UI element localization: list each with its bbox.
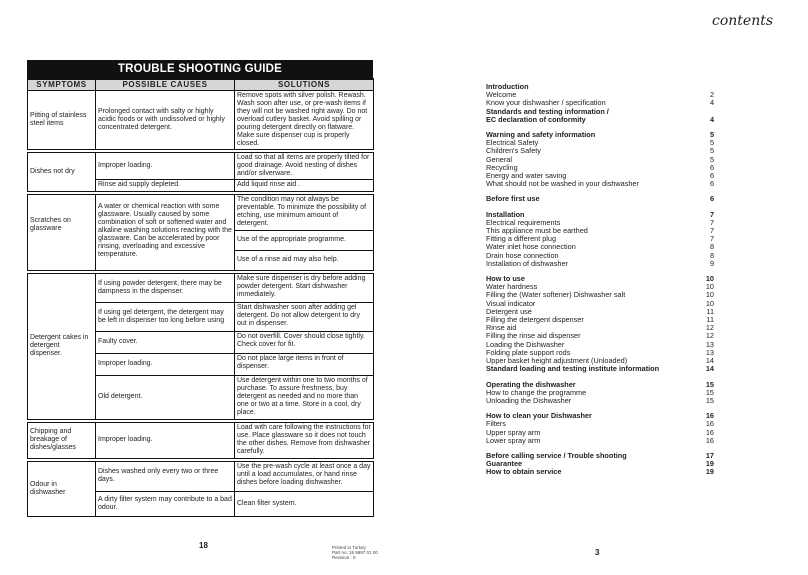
toc-entry-page: 14 [705, 356, 714, 366]
column-header-causes: POSSIBLE CAUSES [96, 79, 235, 90]
cause-cell: A dirty filter system may contribute to a bad odour. [96, 491, 235, 516]
toc-entry-label: Guarantee [486, 459, 523, 469]
contents-heading: contents [712, 13, 774, 29]
cause-cell: Improper loading. [96, 353, 235, 375]
toc-entry-label: Upper basket height adjustment (Unloaded) [486, 356, 628, 366]
toc-entry-label: Before calling service / Trouble shooting [486, 450, 627, 460]
toc-entry[interactable] [486, 316, 714, 324]
toc-entry-label: Visual indicator [486, 298, 536, 308]
toc-entry-page: 15 [705, 395, 714, 405]
toc-entry-page: 7 [709, 226, 714, 236]
toc-entry[interactable] [486, 437, 714, 445]
toc-entry[interactable] [486, 195, 714, 203]
toc-entry-page: 5 [709, 130, 714, 140]
toc-entry-label: Welcome [486, 90, 517, 100]
toc-entry-label: Water hardness [486, 282, 538, 292]
symptom-cell: Dishes not dry [28, 152, 96, 191]
right-page-number: 3 [595, 548, 600, 557]
toc-entry-label: Electrical Safety [486, 138, 539, 148]
symptom-cell: Odour in dishwasher [28, 461, 96, 516]
solution-cell: Use the pre-wash cycle at least once a day until a load accumulates, or hand rinse dishes before loading dishwasher. [235, 461, 374, 491]
toc-entry-page: 15 [705, 379, 714, 389]
cause-cell: Old detergent. [96, 375, 235, 419]
solution-cell: Do not place large items in front of dispenser. [235, 353, 374, 375]
toc-entry-page: 9 [709, 258, 714, 268]
print-note-line: Part no: 15 9897 01 00 [332, 550, 378, 555]
solution-cell: Use of a rinse aid may also help. [235, 250, 374, 270]
solution-cell: Make sure dispenser is dry before adding powder detergent. Start dishwasher immediately. [235, 273, 374, 302]
toc-entry-page: 14 [705, 364, 714, 374]
column-header-solutions: SOLUTIONS [235, 79, 374, 90]
cause-cell: Rinse aid supply depleted. [96, 179, 235, 191]
toc-entry-page: 5 [709, 146, 714, 156]
cause-cell: If using gel detergent, the detergent may be left in dispenser too long before using [96, 302, 235, 331]
trouble-shooting-table [27, 78, 374, 517]
print-note-line: Printed in Turkey [332, 545, 366, 550]
solution-cell: Load so that all items are properly tilted for good drainage. Avoid nesting of dishes and/or silverware. [235, 152, 374, 179]
toc-entry-label: Detergent use [486, 306, 532, 316]
toc-entry[interactable] [486, 468, 714, 476]
trouble-shooting-title: TROUBLE SHOOTING GUIDE [27, 60, 373, 78]
toc-entry-label: Fitting a different plug [486, 234, 557, 244]
toc-entry[interactable] [486, 83, 714, 91]
toc-entry-page: 5 [709, 138, 714, 148]
solution-cell: Clean filter system. [235, 491, 374, 516]
toc-entry-page: 6 [709, 179, 714, 189]
cause-cell: Prolonged contact with salty or highly acidic foods or with undissolved or highly concentrated detergent. [96, 90, 235, 149]
symptom-cell: Detergent cakes in detergent dispenser. [28, 273, 96, 419]
toc-entry-label: What should not be washed in your dishwasher [486, 179, 639, 189]
cause-cell: Dishes washed only every two or three days. [96, 461, 235, 491]
toc-entry[interactable] [486, 397, 714, 405]
toc-entry-label: Standards and testing information / [486, 106, 609, 116]
toc-entry-label: How to obtain service [486, 467, 562, 477]
toc-entry[interactable] [486, 116, 714, 124]
toc-entry-label: Standard loading and testing institute information [486, 364, 660, 374]
cause-cell: A water or chemical reaction with some glassware. Usually caused by some combination of soft or softened water and alkaline washing solutions reacting with the glassware. Can be accelerated by poor rinsing, overloading and excessive temperature. [96, 194, 235, 270]
left-page-number: 18 [199, 541, 208, 550]
toc-entry-page: 15 [705, 387, 714, 397]
toc-entry[interactable] [486, 412, 714, 420]
toc-entry-page: 8 [709, 242, 714, 252]
toc-entry-label: Installation [486, 209, 525, 219]
solution-cell: Start dishwasher soon after adding gel detergent. Do not allow detergent to dry out in dispenser. [235, 302, 374, 331]
toc-entry-label: How to change the programme [486, 387, 587, 397]
toc-entry-page: 6 [709, 162, 714, 172]
toc-entry-label: Water inlet hose connection [486, 242, 576, 252]
toc-entry-label: Unloading the Dishwasher [486, 395, 572, 405]
toc-entry[interactable] [486, 147, 714, 155]
toc-entry-label: Introduction [486, 82, 529, 91]
toc-entry-label: Drain hose connection [486, 250, 559, 260]
toc-entry-label: Operating the dishwasher [486, 379, 576, 389]
toc-entry-page: 19 [705, 467, 714, 477]
toc-entry-label: Lower spray arm [486, 435, 541, 445]
toc-entry-label: Filling the (Water softener) Dishwasher salt [486, 290, 626, 300]
toc-entry-page: 7 [709, 234, 714, 244]
toc-entry-page: 2 [709, 90, 714, 100]
toc-entry-page: 10 [705, 290, 714, 300]
toc-entry-label: Recycling [486, 162, 518, 172]
toc-entry-page: 4 [709, 98, 714, 108]
cause-cell: If using powder detergent, there may be dampness in the dispenser. [96, 273, 235, 302]
table-of-contents [486, 83, 714, 477]
toc-entry-label: How to use [486, 274, 525, 284]
column-header-symptoms: SYMPTOMS [28, 79, 96, 90]
solution-cell: Do not overfill. Cover should close tightly. Check cover for fit. [235, 331, 374, 353]
solution-cell: Add liquid rinse aid . [235, 179, 374, 191]
toc-entry-label: Energy and water saving [486, 171, 567, 181]
toc-entry[interactable] [486, 365, 714, 373]
toc-entry-page: 10 [705, 298, 714, 308]
toc-entry-label: Loading the Dishwasher [486, 339, 565, 349]
solution-cell: The condition may not always be preventable. To minimize the possibility of etching, use minimum amount of detergent. [235, 194, 374, 230]
print-note-line: Revision : 0 [332, 555, 356, 560]
toc-entry-page: 11 [706, 306, 714, 316]
toc-entry[interactable] [486, 180, 714, 188]
toc-entry-page: 16 [705, 419, 714, 429]
toc-entry-page: 16 [705, 435, 714, 445]
toc-entry-label: Filters [486, 419, 506, 429]
toc-entry-label: Rinse aid [486, 323, 517, 333]
symptom-cell: Pitting of stainless steel items [28, 90, 96, 149]
toc-entry[interactable] [486, 260, 714, 268]
solution-cell: Use of the appropriate programme. [235, 230, 374, 250]
toc-entry-page: 19 [705, 459, 714, 469]
toc-entry-page: 13 [705, 347, 714, 357]
toc-entry-page: 5 [709, 154, 714, 164]
toc-entry-page: 12 [705, 323, 714, 333]
toc-entry-page: 16 [705, 427, 714, 437]
toc-entry-page: 8 [709, 250, 714, 260]
solution-cell: Use detergent within one to two months of purchase. To assure freshness, buy detergent as needed and no more than one or two at a time. Store in a cool, dry place. [235, 375, 374, 419]
toc-entry-page: 12 [705, 331, 714, 341]
print-note [332, 545, 378, 560]
toc-entry-page: 17 [705, 450, 714, 460]
symptom-cell: Chipping and breakage of dishes/glasses [28, 422, 96, 458]
cause-cell: Improper loading. [96, 152, 235, 179]
toc-entry-page: 7 [709, 217, 714, 227]
toc-entry-page: 11 [706, 315, 714, 325]
toc-entry-label: Folding plate support rods [486, 347, 571, 357]
cause-cell: Improper loading. [96, 422, 235, 458]
toc-entry-label: Electrical requirements [486, 217, 561, 227]
toc-entry-page: 6 [709, 194, 714, 204]
solution-cell: Remove spots with silver polish. Rewash. Wash soon after use, or pre-wash items if they will not be washed right away. Do not overload cutlery basket. Avoid spilling or pouring detergent directly on flatware. Make sure dispenser cup is properly closed. [235, 90, 374, 149]
toc-entry-label: Upper spray arm [486, 427, 541, 437]
toc-entry-page: 6 [709, 171, 714, 181]
symptom-cell: Scratches on glassware [28, 194, 96, 270]
toc-entry-page: 16 [705, 411, 714, 421]
toc-entry-label: General [486, 154, 512, 164]
toc-entry-page: 13 [705, 339, 714, 349]
toc-entry-label: Before first use [486, 194, 540, 204]
toc-entry-page: 4 [709, 114, 714, 124]
toc-entry-label: EC declaration of conformity [486, 114, 586, 124]
toc-entry[interactable] [486, 156, 714, 164]
toc-entry-label: Filling the detergent dispenser [486, 315, 584, 325]
cause-cell: Faulty cover. [96, 331, 235, 353]
toc-entry-label: How to clean your Dishwasher [486, 411, 592, 421]
toc-entry-label: Filling the rinse aid dispenser [486, 331, 581, 341]
toc-entry-page: 7 [709, 209, 714, 219]
toc-entry-label: This appliance must be earthed [486, 226, 588, 236]
toc-entry-label: Warning and safety information [486, 130, 596, 140]
toc-entry-label: Installation of dishwasher [486, 258, 568, 268]
toc-entry-page: 10 [705, 274, 714, 284]
toc-entry-page: 10 [705, 282, 714, 292]
toc-entry-label: Children's Safety [486, 146, 541, 156]
toc-entry-label: Know your dishwasher / specification [486, 98, 606, 108]
solution-cell: Load with care following the instructions for use. Place glassware so it does not touch the other dishes. Remove from dishwasher carefully. [235, 422, 374, 458]
